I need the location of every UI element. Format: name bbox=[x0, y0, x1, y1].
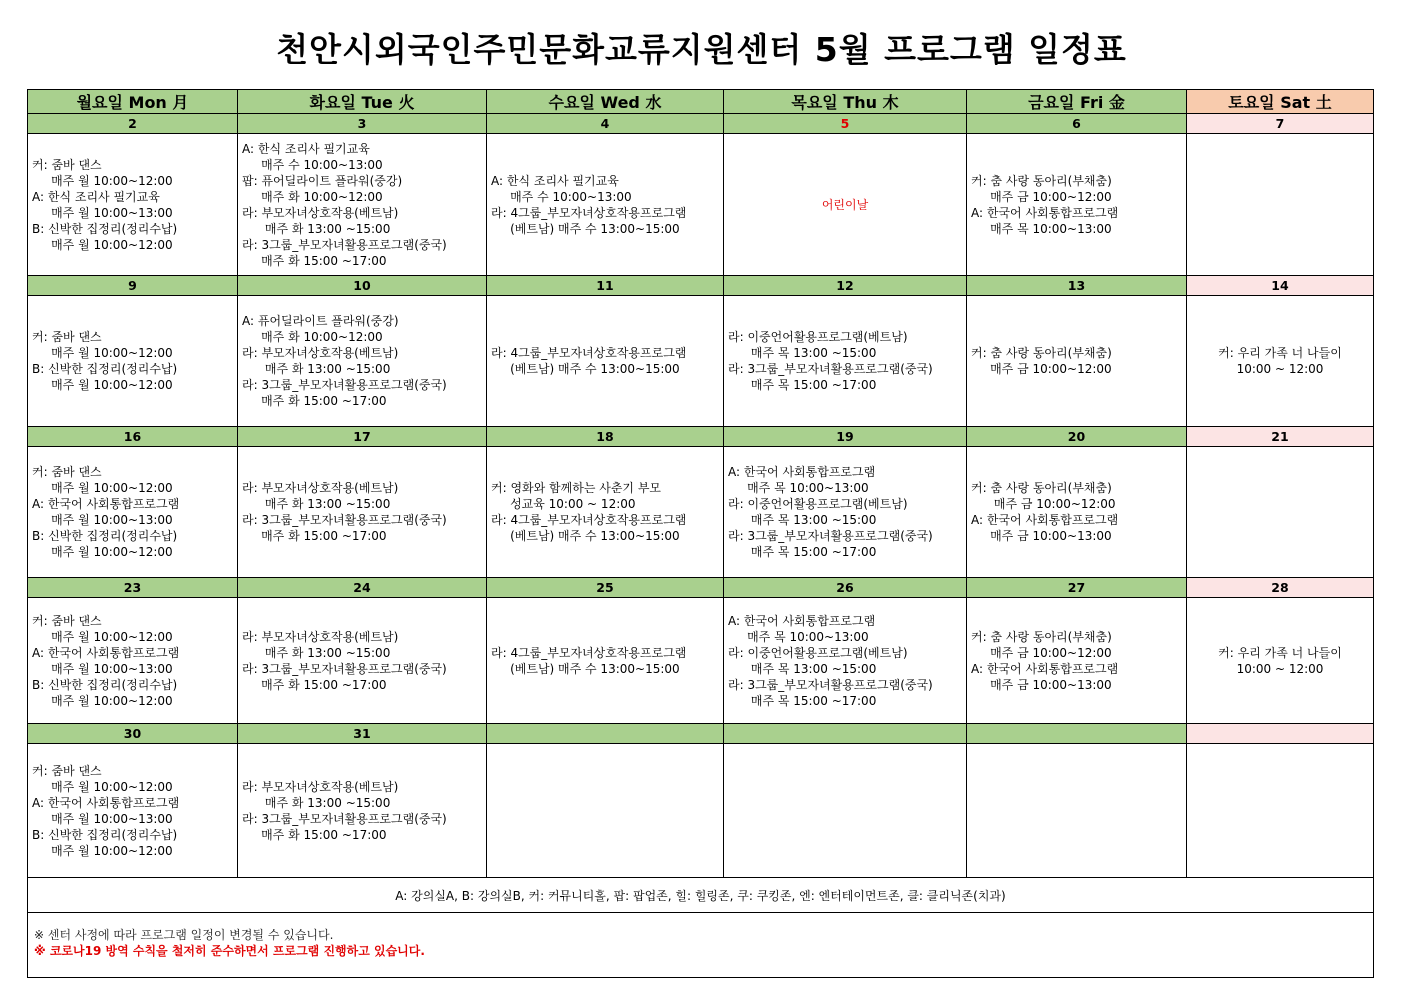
program-line: 매주 화 15:00 ~17:00 bbox=[242, 827, 387, 842]
day-cell-tue bbox=[238, 598, 487, 724]
program-line: 라: 부모자녀상호작용(베트남) bbox=[242, 481, 399, 495]
notice-box bbox=[28, 913, 1374, 978]
program-line: 라: 이중언어활용프로그램(베트남) bbox=[728, 497, 908, 511]
date-number-sat: 28 bbox=[1187, 578, 1374, 598]
date-number-tue: 10 bbox=[238, 276, 487, 296]
program-line: 라: 이중언어활용프로그램(베트남) bbox=[728, 330, 908, 344]
program-line: 매주 월 10:00~13:00 bbox=[32, 513, 173, 527]
program-line: B: 신박한 집정리(정리수납) bbox=[32, 827, 178, 842]
day-cell-thu bbox=[724, 598, 967, 724]
program-line: 팝: 퓨어딜라이트 플라워(중강) bbox=[242, 173, 403, 188]
program-line: 매주 목 13:00 ~15:00 bbox=[728, 513, 877, 527]
program-line: B: 신박한 집정리(정리수납) bbox=[32, 221, 178, 236]
date-number-wed: 25 bbox=[487, 578, 724, 598]
day-cell-wed bbox=[487, 296, 724, 427]
program-line: A: 한국어 사회통합프로그램 bbox=[32, 795, 180, 810]
date-number-wed: 4 bbox=[487, 114, 724, 134]
program-line: 매주 월 10:00~12:00 bbox=[32, 843, 173, 858]
date-number-fri: 20 bbox=[967, 427, 1187, 447]
day-cell-sat bbox=[1187, 447, 1374, 578]
date-number-tue: 3 bbox=[238, 114, 487, 134]
program-line: 매주 화 15:00 ~17:00 bbox=[242, 253, 387, 268]
program-line: 매주 월 10:00~12:00 bbox=[32, 545, 173, 559]
program-line: A: 한국어 사회통합프로그램 bbox=[32, 645, 180, 660]
date-number-sat bbox=[1187, 724, 1374, 744]
weekday-sat: 토요일 Sat 土 bbox=[1187, 90, 1374, 114]
day-cell-mon bbox=[28, 134, 238, 276]
date-row bbox=[28, 427, 1374, 447]
notice-covid: ※ 코로나19 방역 수칙을 철저히 준수하면서 프로그램 진행하고 있습니다. bbox=[34, 944, 425, 958]
day-cell-thu bbox=[724, 447, 967, 578]
date-row bbox=[28, 114, 1374, 134]
program-line: 커: 줌바 댄스 bbox=[32, 157, 102, 172]
day-cell-wed bbox=[487, 134, 724, 276]
program-line: 매주 월 10:00~12:00 bbox=[32, 779, 173, 794]
program-line: 매주 목 15:00 ~17:00 bbox=[728, 693, 877, 708]
program-line: 매주 목 10:00~13:00 bbox=[728, 481, 869, 495]
program-line: 라: 4그룹_부모자녀상호작용프로그램 bbox=[491, 205, 687, 220]
day-cell-fri bbox=[967, 134, 1187, 276]
program-line: 매주 화 10:00~12:00 bbox=[242, 330, 383, 344]
program-line: A: 한국어 사회통합프로그램 bbox=[971, 513, 1119, 527]
program-line: (베트남) 매주 수 13:00~15:00 bbox=[491, 661, 680, 676]
program-line: 매주 월 10:00~13:00 bbox=[32, 205, 173, 220]
day-cell-mon bbox=[28, 447, 238, 578]
day-cell-sat bbox=[1187, 744, 1374, 878]
date-number-wed bbox=[487, 724, 724, 744]
date-number-thu: 19 bbox=[724, 427, 967, 447]
program-line: 라: 이중언어활용프로그램(베트남) bbox=[728, 645, 908, 660]
program-line: 라: 3그룹_부모자녀활용프로그램(중국) bbox=[242, 811, 447, 826]
program-line: 커: 줌바 댄스 bbox=[32, 613, 102, 628]
day-cell-thu bbox=[724, 744, 967, 878]
weekday-mon: 월요일 Mon 月 bbox=[28, 90, 238, 114]
program-line: (베트남) 매주 수 13:00~15:00 bbox=[491, 362, 680, 376]
day-cell-mon bbox=[28, 744, 238, 878]
date-number-fri bbox=[967, 724, 1187, 744]
program-line: 매주 금 10:00~13:00 bbox=[971, 529, 1112, 543]
day-cell-tue bbox=[238, 134, 487, 276]
program-line: A: 한국어 사회통합프로그램 bbox=[971, 661, 1119, 676]
date-number-mon: 23 bbox=[28, 578, 238, 598]
page-title: 천안시외국인주민문화교류지원센터 5월 프로그램 일정표 bbox=[276, 30, 1127, 69]
program-line: 매주 목 15:00 ~17:00 bbox=[728, 378, 877, 392]
date-number-fri: 6 bbox=[967, 114, 1187, 134]
day-cell-fri bbox=[967, 598, 1187, 724]
date-number-sat: 14 bbox=[1187, 276, 1374, 296]
program-line: 매주 화 13:00 ~15:00 bbox=[242, 362, 391, 376]
program-line: 매주 화 13:00 ~15:00 bbox=[242, 795, 391, 810]
date-row bbox=[28, 276, 1374, 296]
date-number-fri: 27 bbox=[967, 578, 1187, 598]
program-line: 커: 줌바 댄스 bbox=[32, 330, 102, 344]
program-line: 매주 목 15:00 ~17:00 bbox=[728, 545, 877, 559]
program-line: 성교육 10:00 ~ 12:00 bbox=[491, 497, 636, 511]
program-line: 매주 월 10:00~12:00 bbox=[32, 481, 173, 495]
program-line: 매주 목 10:00~13:00 bbox=[728, 629, 869, 644]
program-line: 라: 3그룹_부모자녀활용프로그램(중국) bbox=[242, 237, 447, 252]
program-line: 매주 수 10:00~13:00 bbox=[491, 189, 632, 204]
date-number-tue: 31 bbox=[238, 724, 487, 744]
program-line: 라: 4그룹_부모자녀상호작용프로그램 bbox=[491, 645, 687, 660]
program-line: 매주 목 13:00 ~15:00 bbox=[728, 661, 877, 676]
program-line: 매주 금 10:00~12:00 bbox=[971, 645, 1112, 660]
program-line: 매주 목 10:00~13:00 bbox=[971, 221, 1112, 236]
date-number-thu: 5 bbox=[724, 114, 967, 134]
program-line: 라: 부모자녀상호작용(베트남) bbox=[242, 629, 399, 644]
weekday-thu: 목요일 Thu 木 bbox=[724, 90, 967, 114]
program-line: 10:00 ~ 12:00 bbox=[1236, 362, 1324, 376]
date-number-tue: 24 bbox=[238, 578, 487, 598]
program-line: 매주 월 10:00~13:00 bbox=[32, 661, 173, 676]
program-line: 매주 화 10:00~12:00 bbox=[242, 189, 383, 204]
program-line: 라: 4그룹_부모자녀상호작용프로그램 bbox=[491, 513, 687, 527]
program-line: B: 신박한 집정리(정리수납) bbox=[32, 677, 178, 692]
program-line: A: 한국어 사회통합프로그램 bbox=[971, 205, 1119, 220]
date-number-wed: 18 bbox=[487, 427, 724, 447]
date-number-tue: 17 bbox=[238, 427, 487, 447]
day-cell-mon bbox=[28, 598, 238, 724]
weekday-fri: 금요일 Fri 金 bbox=[967, 90, 1187, 114]
program-line: 매주 금 10:00~13:00 bbox=[971, 677, 1112, 692]
program-line: 라: 3그룹_부모자녀활용프로그램(중국) bbox=[242, 378, 447, 392]
program-line: 커: 춤 사랑 동아리(부채춤) bbox=[971, 173, 1112, 188]
program-line: 매주 월 10:00~12:00 bbox=[32, 378, 173, 392]
day-cell-thu bbox=[724, 296, 967, 427]
program-line: 매주 금 10:00~12:00 bbox=[971, 497, 1116, 511]
program-line: 커: 춤 사랑 동아리(부채춤) bbox=[971, 629, 1112, 644]
program-line: 매주 화 13:00 ~15:00 bbox=[242, 645, 391, 660]
program-line: (베트남) 매주 수 13:00~15:00 bbox=[491, 221, 680, 236]
program-line: 커: 줌바 댄스 bbox=[32, 465, 102, 479]
program-line: 매주 월 10:00~13:00 bbox=[32, 811, 173, 826]
program-line: A: 퓨어딜라이트 플라워(중강) bbox=[242, 314, 399, 328]
date-row bbox=[28, 724, 1374, 744]
program-line: 매주 화 15:00 ~17:00 bbox=[242, 677, 387, 692]
room-legend: A: 강의실A, B: 강의실B, 커: 커뮤니티홀, 팝: 팝업존, 힐: 힐링존, 쿠: 쿠킹존, 엔: 엔터테이먼트존, 클: 클리닉존(치과) bbox=[28, 878, 1374, 913]
program-line: A: 한국어 사회통합프로그램 bbox=[728, 465, 876, 479]
date-number-mon: 9 bbox=[28, 276, 238, 296]
date-number-sat: 21 bbox=[1187, 427, 1374, 447]
date-row bbox=[28, 578, 1374, 598]
program-line: B: 신박한 집정리(정리수납) bbox=[32, 362, 178, 376]
program-line: 라: 3그룹_부모자녀활용프로그램(중국) bbox=[242, 513, 447, 527]
program-line: 커: 줌바 댄스 bbox=[32, 763, 102, 778]
weekday-header-row bbox=[28, 90, 1374, 114]
date-number-thu bbox=[724, 724, 967, 744]
program-line: 커: 우리 가족 너 나들이 bbox=[1218, 645, 1342, 660]
date-number-mon: 30 bbox=[28, 724, 238, 744]
day-cell-mon bbox=[28, 296, 238, 427]
day-cell-sat bbox=[1187, 598, 1374, 724]
day-cell-tue bbox=[238, 296, 487, 427]
program-row bbox=[28, 296, 1374, 427]
program-line: 매주 화 15:00 ~17:00 bbox=[242, 394, 387, 408]
program-line: 10:00 ~ 12:00 bbox=[1236, 661, 1324, 676]
program-line: 매주 월 10:00~12:00 bbox=[32, 237, 173, 252]
date-number-sat: 7 bbox=[1187, 114, 1374, 134]
date-number-fri: 13 bbox=[967, 276, 1187, 296]
program-line: 커: 춤 사랑 동아리(부채춤) bbox=[971, 481, 1112, 495]
program-line: 매주 화 15:00 ~17:00 bbox=[242, 529, 387, 543]
program-line: 매주 화 13:00 ~15:00 bbox=[242, 497, 391, 511]
weekday-wed: 수요일 Wed 水 bbox=[487, 90, 724, 114]
weekday-tue: 화요일 Tue 火 bbox=[238, 90, 487, 114]
program-line: A: 한국어 사회통합프로그램 bbox=[728, 613, 876, 628]
day-cell-thu bbox=[724, 134, 967, 276]
program-line: 라: 3그룹_부모자녀활용프로그램(중국) bbox=[728, 677, 933, 692]
program-line: (베트남) 매주 수 13:00~15:00 bbox=[491, 529, 680, 543]
program-line: 라: 부모자녀상호작용(베트남) bbox=[242, 205, 399, 220]
program-line: 라: 부모자녀상호작용(베트남) bbox=[242, 779, 399, 794]
program-line: A: 한식 조리사 필기교육 bbox=[242, 141, 370, 156]
date-number-mon: 2 bbox=[28, 114, 238, 134]
program-line: 매주 금 10:00~12:00 bbox=[971, 362, 1112, 376]
program-line: 라: 부모자녀상호작용(베트남) bbox=[242, 346, 399, 360]
program-row bbox=[28, 598, 1374, 724]
program-line: 매주 월 10:00~12:00 bbox=[32, 629, 173, 644]
program-line: 커: 춤 사랑 동아리(부채춤) bbox=[971, 346, 1112, 360]
program-line: A: 한식 조리사 필기교육 bbox=[32, 189, 160, 204]
program-line: 매주 화 13:00 ~15:00 bbox=[242, 221, 391, 236]
program-line: 커: 영화와 함께하는 사춘기 부모 bbox=[491, 481, 661, 495]
date-number-thu: 26 bbox=[724, 578, 967, 598]
program-line: 라: 3그룹_부모자녀활용프로그램(중국) bbox=[728, 362, 933, 376]
program-row bbox=[28, 447, 1374, 578]
program-line: B: 신박한 집정리(정리수납) bbox=[32, 529, 178, 543]
day-cell-tue bbox=[238, 744, 487, 878]
program-line: A: 한국어 사회통합프로그램 bbox=[32, 497, 180, 511]
schedule-table bbox=[27, 89, 1374, 978]
day-cell-wed bbox=[487, 598, 724, 724]
program-line: 매주 목 13:00 ~15:00 bbox=[728, 346, 877, 360]
program-row bbox=[28, 744, 1374, 878]
day-cell-tue bbox=[238, 447, 487, 578]
program-line: 커: 우리 가족 너 나들이 bbox=[1218, 346, 1342, 360]
date-number-thu: 12 bbox=[724, 276, 967, 296]
day-cell-fri bbox=[967, 744, 1187, 878]
day-cell-fri bbox=[967, 296, 1187, 427]
program-row bbox=[28, 134, 1374, 276]
program-line: 매주 수 10:00~13:00 bbox=[242, 157, 383, 172]
program-line: 라: 4그룹_부모자녀상호작용프로그램 bbox=[491, 346, 687, 360]
day-cell-sat bbox=[1187, 134, 1374, 276]
program-line: 라: 3그룹_부모자녀활용프로그램(중국) bbox=[242, 661, 447, 676]
program-line: 매주 금 10:00~12:00 bbox=[971, 189, 1112, 204]
program-line: 매주 월 10:00~12:00 bbox=[32, 173, 173, 188]
program-line: 매주 월 10:00~12:00 bbox=[32, 693, 173, 708]
date-number-wed: 11 bbox=[487, 276, 724, 296]
day-cell-sat bbox=[1187, 296, 1374, 427]
program-line: 매주 월 10:00~12:00 bbox=[32, 346, 173, 360]
day-cell-fri bbox=[967, 447, 1187, 578]
holiday-label: 어린이날 bbox=[821, 197, 869, 212]
notice-schedule-change: ※ 센터 사정에 따라 프로그램 일정이 변경될 수 있습니다. bbox=[34, 928, 334, 942]
program-line: A: 한식 조리사 필기교육 bbox=[491, 173, 619, 188]
program-line: 라: 3그룹_부모자녀활용프로그램(중국) bbox=[728, 529, 933, 543]
day-cell-wed bbox=[487, 744, 724, 878]
date-number-mon: 16 bbox=[28, 427, 238, 447]
day-cell-wed bbox=[487, 447, 724, 578]
